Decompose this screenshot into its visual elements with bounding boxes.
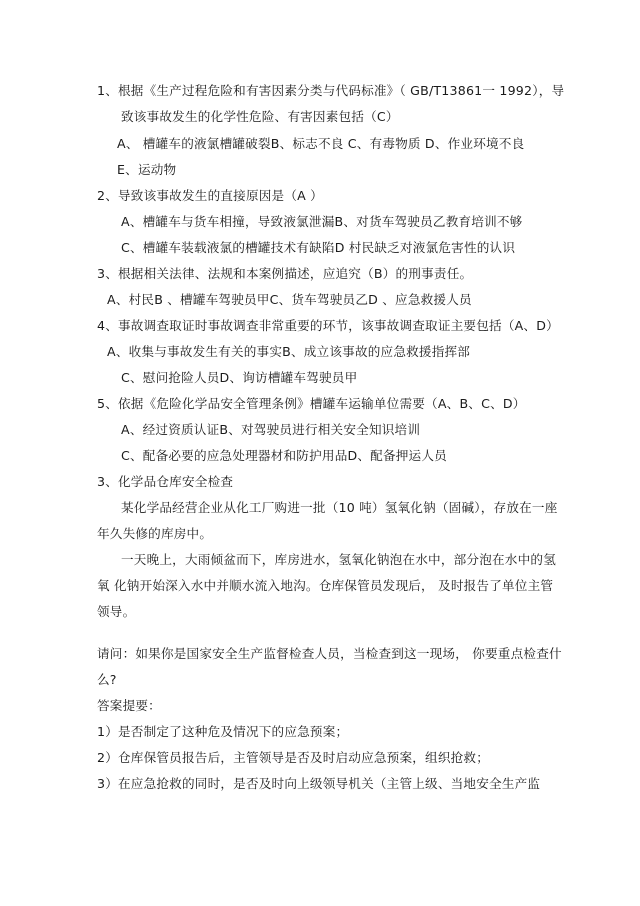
case-paragraph-2-end: 领导。 xyxy=(97,604,136,619)
question-2-stem: 2、导致该事故发生的直接原因是（A ） xyxy=(97,188,323,203)
question-2-options-ab: A、槽罐车与货车相撞，导致液氯泄漏B、对货车驾驶员乙教育培训不够 xyxy=(121,214,523,229)
question-1-options: A、 槽罐车的液氯槽罐破裂B、标志不良 C、有毒物质 D、作业环境不良 xyxy=(117,136,525,151)
case-paragraph-1-cont: 年久失修的库房中。 xyxy=(97,526,213,541)
question-4-options-cd: C、慰问抢险人员D、询访槽罐车驾驶员甲 xyxy=(121,370,358,385)
answer-item-2: 2）仓库保管员报告后，主管领导是否及时启动应急预案，组织抢救； xyxy=(97,750,490,765)
case-paragraph-2-cont: 氧 化钠开始深入水中并顺水流入地沟。仓库保管员发现后， 及时报告了单位主管 xyxy=(97,578,554,593)
answer-item-1: 1）是否制定了这种危及情况下的应急预案； xyxy=(97,724,349,739)
question-prompt: 请问：如果你是国家安全生产监督检查人员，当检查到这一现场， 你要重点检查什 xyxy=(97,646,562,661)
question-1-stem-cont: 致该事故发生的化学性危险、有害因素包括（C） xyxy=(121,109,399,124)
question-1-stem: 1、根据《生产过程危险和有害因素分类与代码标准》（ GB/T13861一 1992），导 xyxy=(97,83,565,98)
answer-item-3: 3）在应急抢救的同时，是否及时向上级领导机关（主管上级、当地安全生产监 xyxy=(97,776,541,791)
question-5-options-cd: C、配备必要的应急处理器材和防护用品D、配备押运人员 xyxy=(121,448,447,463)
question-5-stem: 5、依据《危险化学品安全管理条例》槽罐车运输单位需要（A、B、C、D） xyxy=(97,396,526,411)
answer-heading: 答案提要： xyxy=(97,698,161,713)
question-prompt-cont: 么? xyxy=(97,672,117,687)
question-2-options-cd: C、槽罐车装载液氯的槽罐技术有缺陷D 村民缺乏对液氯危害性的认识 xyxy=(121,240,516,255)
question-3-stem: 3、根据相关法律、法规和本案例描述，应追究（B）的刑事责任。 xyxy=(97,266,473,281)
question-4-stem: 4、事故调查取证时事故调查非常重要的环节，该事故调查取证主要包括（A、D） xyxy=(97,318,559,333)
question-5-options-ab: A、经过资质认证B、对驾驶员进行相关安全知识培训 xyxy=(121,422,421,437)
case-paragraph-2: 一天晚上，大雨倾盆而下，库房进水，氢氧化钠泡在水中，部分泡在水中的氢 xyxy=(121,552,556,567)
case-paragraph-1: 某化学品经营企业从化工厂购进一批（10 吨）氢氧化钠（固碱），存放在一座 xyxy=(121,500,558,515)
question-4-options-ab: A、收集与事故发生有关的事实B、成立该事故的应急救援指挥部 xyxy=(107,344,471,359)
question-1-option-e: E、运动物 xyxy=(117,162,177,177)
case-3-heading: 3、化学品仓库安全检查 xyxy=(97,474,234,489)
question-3-options: A、村民B 、槽罐车驾驶员甲C、货车驾驶员乙D 、应急救援人员 xyxy=(107,292,472,307)
